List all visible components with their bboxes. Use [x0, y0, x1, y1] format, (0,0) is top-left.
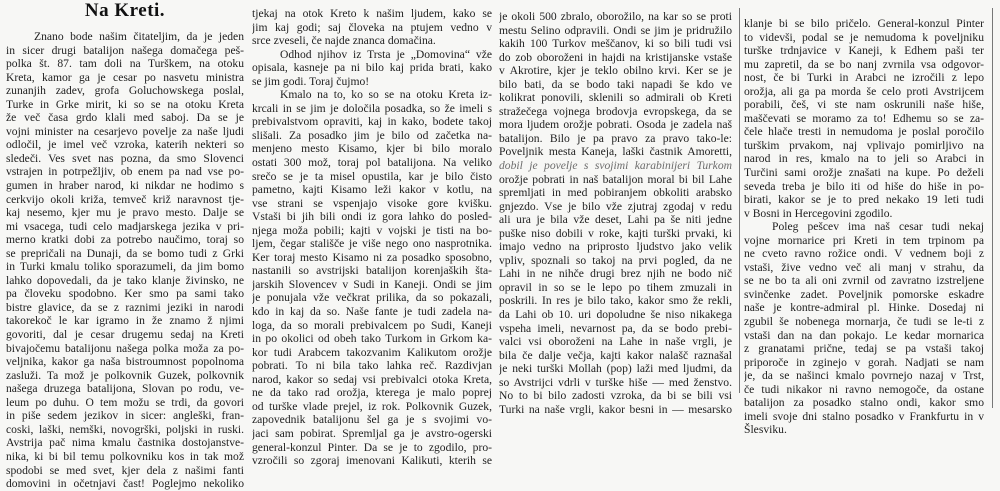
text-line: polka št. 87. tam doli na Turškem, na otoku	[6, 57, 244, 71]
text-line: imajo vedno na priprosto ljudstvo jako velik	[499, 240, 732, 254]
text-line: vstaši dan na dan pokajo. Le kedar mornarica	[744, 328, 984, 342]
text-line: priporoče in zginejo v gorah. Nadjati se nam	[744, 355, 984, 369]
text-line: pobrati. To ni bila tako lahka reč. Razdivjan	[252, 359, 492, 373]
text-line: spremljati in med pobiranjem obkoliti arabsko	[499, 186, 732, 200]
text-line: No to bi bilo zadosti vzroka, da bi se bili vsi	[499, 389, 732, 403]
text-line: ne cveto ravno rožice ondi. V vednem boji z	[744, 247, 984, 261]
text-line: Kmalo na to, ko so se na otoku Kreta iz-	[280, 88, 492, 102]
text-line: zunanjih zadev, grofa Goluchowskega poslal,	[6, 84, 244, 98]
text-line: ostati 300 mož, toraj pol batalijona. Na veliko	[252, 156, 492, 170]
text-line: Poveljnik mesta Kaneja, laški častnik Amoretti,	[499, 145, 732, 159]
text-line: kolikrat ponovili, sklenili so admirali ob Kreti	[499, 91, 732, 105]
text-line: narod, kakor so sedaj vsi prebivalci otoka Kreta,	[252, 372, 492, 386]
text-line: stražečega vojnega brodovja evropskega, da se	[499, 104, 732, 118]
text-column-3	[499, 10, 732, 416]
text-line: se jim godi. Toraj čujmo!	[252, 74, 370, 88]
text-line: porabili, češ, vi ste nam oskrunili naše hiše,	[744, 98, 984, 112]
text-line: odločil, je imel več vzroka, katerih nekteri so	[6, 138, 244, 152]
text-line: Kreta, kamor ga je cesar po nasvetu ministra	[6, 70, 244, 84]
text-line: Turki na naše vrgli, kakor besni in — mesarsko	[499, 402, 732, 416]
text-line: so Avstrijci vdrli v turške hiše — med ženstvo.	[499, 375, 732, 389]
text-line: to videvši, podal se je nemudoma k poveljniku	[744, 30, 984, 44]
text-line: maščevati se moramo za to! Edhemu so se za-	[744, 111, 984, 125]
text-line: Znano bode našim čitateljim, da je jeden	[34, 30, 244, 43]
text-line: našega druzega batalijona, Slovan po rodu, ve-	[6, 382, 244, 396]
text-line: bilo bati, da se bodo taki napadi še kdo ve	[499, 77, 732, 91]
text-line: srečo se je ta misel opustila, kar je bilo čisto	[252, 169, 492, 183]
text-line: batalijon. Bilo je pa pravo za pravo tako-le:	[499, 131, 732, 145]
text-line: takorekoč le kar igramo in že znamo ž njimi	[6, 314, 244, 328]
text-line: in piše sedem jezikov in sicer: angleški, fran-	[6, 409, 244, 423]
text-line: Šlesviku.	[744, 423, 787, 437]
text-line: vzročili so zgoraj imenovani Kalikuti, kterih se	[252, 454, 492, 468]
text-line: mu zapretil, da se bo nanj zvrnila vsa odgovor-	[744, 57, 984, 71]
text-line: vse strani se vspenjajo visoke gore kvišku.	[252, 196, 492, 210]
text-line: vstrajen in potrpežljiv, ob enem pa nad vse po-	[6, 165, 244, 179]
text-line: pametno, kajti Kisamo leži kakor v kotlu, na	[252, 183, 492, 197]
text-line: turškim prvakom, naj vplivajo pomirljivo na	[744, 138, 984, 152]
text-line: je ponujala vže večkrat prilika, da so pokazali,	[252, 291, 492, 305]
text-line: coski, laški, nemški, novogrški, poljski in ruski.	[6, 422, 244, 436]
text-line: sledeči. Ves svet nas pozna, da smo Slovenci	[6, 151, 244, 165]
text-line: od turške vlade prejel, iz rok. Polkovnik Guzek,	[252, 399, 492, 413]
text-line: mora ljudem orožje pobrati. Osoda je zadela naš	[499, 118, 732, 132]
text-line: kakih 100 Turkov meščanov, ki so bili tudi vsi	[499, 37, 732, 51]
text-line: gnjezdo. Vse je bilo vže zjutraj zgodaj v redu	[499, 199, 732, 213]
text-line: Turke in Grke mirit, ki so se na otoku Kreta	[6, 97, 244, 111]
text-line: slišali. Za posadko jim je bilo od začetka na-	[252, 128, 492, 142]
text-line: nost, če bi Turki in Arabci ne izročili z lepo	[744, 71, 984, 85]
text-line: valci vsi oboroženi na Lahe in naše vrgli, je	[499, 335, 732, 349]
text-line: dobil je povelje s svojimi karabinijeri Turkom	[499, 159, 732, 173]
text-line: vojne mornarice pri Kreti in tem trpinom pa	[744, 233, 984, 247]
text-line: gumen in hraber narod, ki nikdar ne hodimo s	[6, 179, 244, 193]
text-line: govoriti, dal je cesar drugemu sedaj na Kreti	[6, 328, 244, 342]
text-line: Avstrija pač nima kmalu častnika dostojanstve-	[6, 436, 244, 450]
text-line: nastanili so avstrijski batalijon korenjaških šta-	[252, 264, 492, 278]
text-line: kdo in kaj da so. Naše fante je tudi zadela na-	[252, 305, 492, 319]
text-line: loga, da so morali prebivalcem po Sudi, Kaneji	[252, 318, 492, 332]
text-line: jarskih Slovencev v Sudi in Kaneji. Ondi se jim	[252, 277, 492, 291]
text-line: Ker toraj mesto Kisamo ni za posadko sposobno,	[252, 250, 492, 264]
text-line: je, da se našinci kmalo povrnejo nazaj v Trst,	[744, 369, 984, 383]
column-rule	[992, 8, 993, 408]
text-line: Vstaši bi jih bili ondi iz gora lahko do posled-	[252, 210, 492, 224]
text-line: ali ura je bila vže deset, Lahi pa še niti jedne	[499, 213, 732, 227]
text-line: do zob oboroženi in hajdi na kristijanske vstaše	[499, 50, 732, 64]
text-line: tjekaj na otok Kreto k našim ljudem, kako se	[252, 7, 492, 20]
text-line: leum po duhu. O tem možu se trdi, da govori	[6, 395, 244, 409]
text-line: vpliv, spoznali so takoj na prvi pogled, da ne	[499, 253, 732, 267]
text-line: Turčini sami orožje znašati na kupe. Po deželi	[744, 166, 984, 180]
text-line: cerkvijo okoli križa, temveč križ naravnost tje-	[6, 192, 244, 206]
text-line: in po okolici od obeh tako Turkom in Grkom ka-	[252, 332, 492, 346]
text-line: pa človeku spodobno. Ker smo pa sami tako	[6, 287, 244, 301]
text-line: da Lahi ob 10. uri dopoludne še niso nikakega	[499, 308, 732, 322]
text-line: zgubil še nobenega mornarja, če tudi se le-ti z	[744, 315, 984, 329]
text-line: njega moža pobili; kajti v vojski je tisti na bo-	[252, 223, 492, 237]
text-line: krcali in se jim je določila posadka, so že imeli s	[252, 101, 492, 115]
text-line: zapovednik batalijonu šel ga je s svojimi vo-	[252, 413, 492, 427]
text-line: svinčenke zadet. Poveljnik pomorske eskadre	[744, 287, 984, 301]
text-line: nika, ki bi bil temu polkovniku kos in tak mož	[6, 449, 244, 463]
text-column-2	[252, 7, 492, 468]
text-line: general-konzul Pinter. Da se je to zgodilo, pro-	[252, 440, 492, 454]
text-line: v Bosni in Hercegovini zgodilo.	[744, 206, 893, 220]
text-line: merno kratki dobi za potrebo naučimo, toraj so	[6, 233, 244, 247]
text-line: se ne bo ta ali oni zvrnil od zavratno izstreljene	[744, 274, 984, 288]
text-line: menjeno mesto Kisamo, kjer bi bilo moralo	[252, 142, 492, 156]
column-rule	[739, 8, 740, 393]
text-line: zasluži. Ta mož je polkovnik Guzek, polkovnik	[6, 368, 244, 382]
text-line: mestu Selino odpravili. Ondi se jim je pridružilo	[499, 23, 732, 37]
text-line: birati, kakor se je to pred nekako 19 leti tudi	[744, 193, 984, 207]
text-line: kaj nesemo, kjer mu je pravo mesto. Dalje se	[6, 206, 244, 220]
text-line: turške trdnjavice v Kaneji, k Edhem paši ter	[744, 44, 984, 58]
text-line: klanje bi se bilo pričelo. General-konzul Pinter	[744, 17, 984, 30]
text-line: orožja, ali ga pa morda še celo proti Avstrijcem	[744, 84, 984, 98]
text-line: vstaši, žive vedno več ali manj v strahu, da	[744, 260, 984, 274]
text-line: kor tudi Arabcem takozvanim Kalikutom orožje	[252, 345, 492, 359]
text-line: orožje pobrati in naš batalijon moral bi bil Lahe	[499, 172, 732, 186]
text-line: batalijon za posadko stalno ondi, kakor smo	[744, 396, 984, 410]
text-line: čele hlače tresti in nemudoma je poslal poročilo	[744, 125, 984, 139]
text-line: domovini in očetnjavi čast! Poglejmo nekoliko	[6, 477, 244, 491]
text-line: veljnika, kakor ga naša bistroumnost popolnoma	[6, 355, 244, 369]
text-line: vspeha imeli, nevarnost pa, da se bodo prebi-	[499, 321, 732, 335]
text-line: Poleg pešcev ima naš cesar tudi nekaj	[772, 220, 984, 234]
text-line: opisala, kasneje pa ni bilo kaj prida brati, kako	[252, 61, 492, 75]
text-line: če tudi nikakor ni ravno nemogoče, da ostane	[744, 382, 984, 396]
text-line: narod in res, kmalo na to jeli so Arabci in	[744, 152, 984, 166]
text-line: jaci sam pobirat. Spremljal ga je avstro-ogerski	[252, 426, 492, 440]
text-line: imeli svoje dni stalno posadko v Frankfurtu in v	[744, 409, 984, 423]
text-line: puške niso dobili v roke, kajti turški prvaki, ki	[499, 226, 732, 240]
text-line: mi vsacega, tudi celo madjarskega jezika v pri-	[6, 219, 244, 233]
text-column-4	[744, 17, 984, 437]
text-column-1	[6, 30, 244, 491]
text-line: v Akrotire, kjer je teklo obilno krvi. Ker se je	[499, 64, 732, 78]
article-title: Na Kreti.	[84, 0, 166, 21]
text-line: spodobi se med svet, kjer dela z našimi fanti	[6, 463, 244, 477]
text-line: in Turki kmalu toliko sporazumeli, da jim bomo	[6, 260, 244, 274]
text-line: prebivalstvom opraviti, kaj in kako, bodete takoj	[252, 115, 492, 129]
text-line: se prepričali na Dunaji, da se bomo tudi z Grki	[6, 246, 244, 260]
text-line: naše je kontre-admiral pl. Hinke. Dosedaj ni	[744, 301, 984, 315]
text-line: opravil in so se le lepo po tihem zmuzali in	[499, 280, 732, 294]
text-line: že več časa grdo klali med saboj. Da se je	[6, 111, 244, 125]
text-line: poskrili. In res je bilo tako, kakor smo že rekli,	[499, 294, 732, 308]
text-line: Odhod njihov iz Trsta je „Domovina“ vže	[280, 47, 492, 61]
text-line: srce zveseli, če najde znanca domačina.	[252, 34, 436, 48]
text-line: seveda treba je bilo iti od hiše do hiše in po-	[744, 179, 984, 193]
text-line: bivajočemu batalijonu našega polka moža za po-	[6, 341, 244, 355]
text-line: z granatami prične, tedaj se pa vstaši takoj	[744, 342, 984, 356]
text-line: ne da tako rad orožja, kterega je malo poprej	[252, 386, 492, 400]
text-line: jim kaj godi; saj človeka na ptujem vedno v	[252, 20, 492, 34]
text-line: lahko dopovedali, da je tako klanje živinsko, ne	[6, 273, 244, 287]
text-line: Lahi in ne nihče drugi brez njih ne bodo nič	[499, 267, 732, 281]
text-line: vojni minister na cesarjevo povelje za naše ljudi	[6, 124, 244, 138]
text-line: bistre glavice, da se z raznimi jeziki in narodi	[6, 300, 244, 314]
text-line: bila če dalje večja, kajti kakor nalašč raznašal	[499, 348, 732, 362]
text-line: je neki turški Mollah (pop) laži med ljudmi, da	[499, 362, 732, 376]
text-line: ljem, čegar stališče je više nego ono nasprotnika.	[252, 237, 492, 251]
text-line: je okoli 500 zbralo, oborožilo, na kar so se proti	[499, 10, 732, 23]
text-line: in sicer drugi batalijon našega domačega peš-	[6, 43, 244, 57]
